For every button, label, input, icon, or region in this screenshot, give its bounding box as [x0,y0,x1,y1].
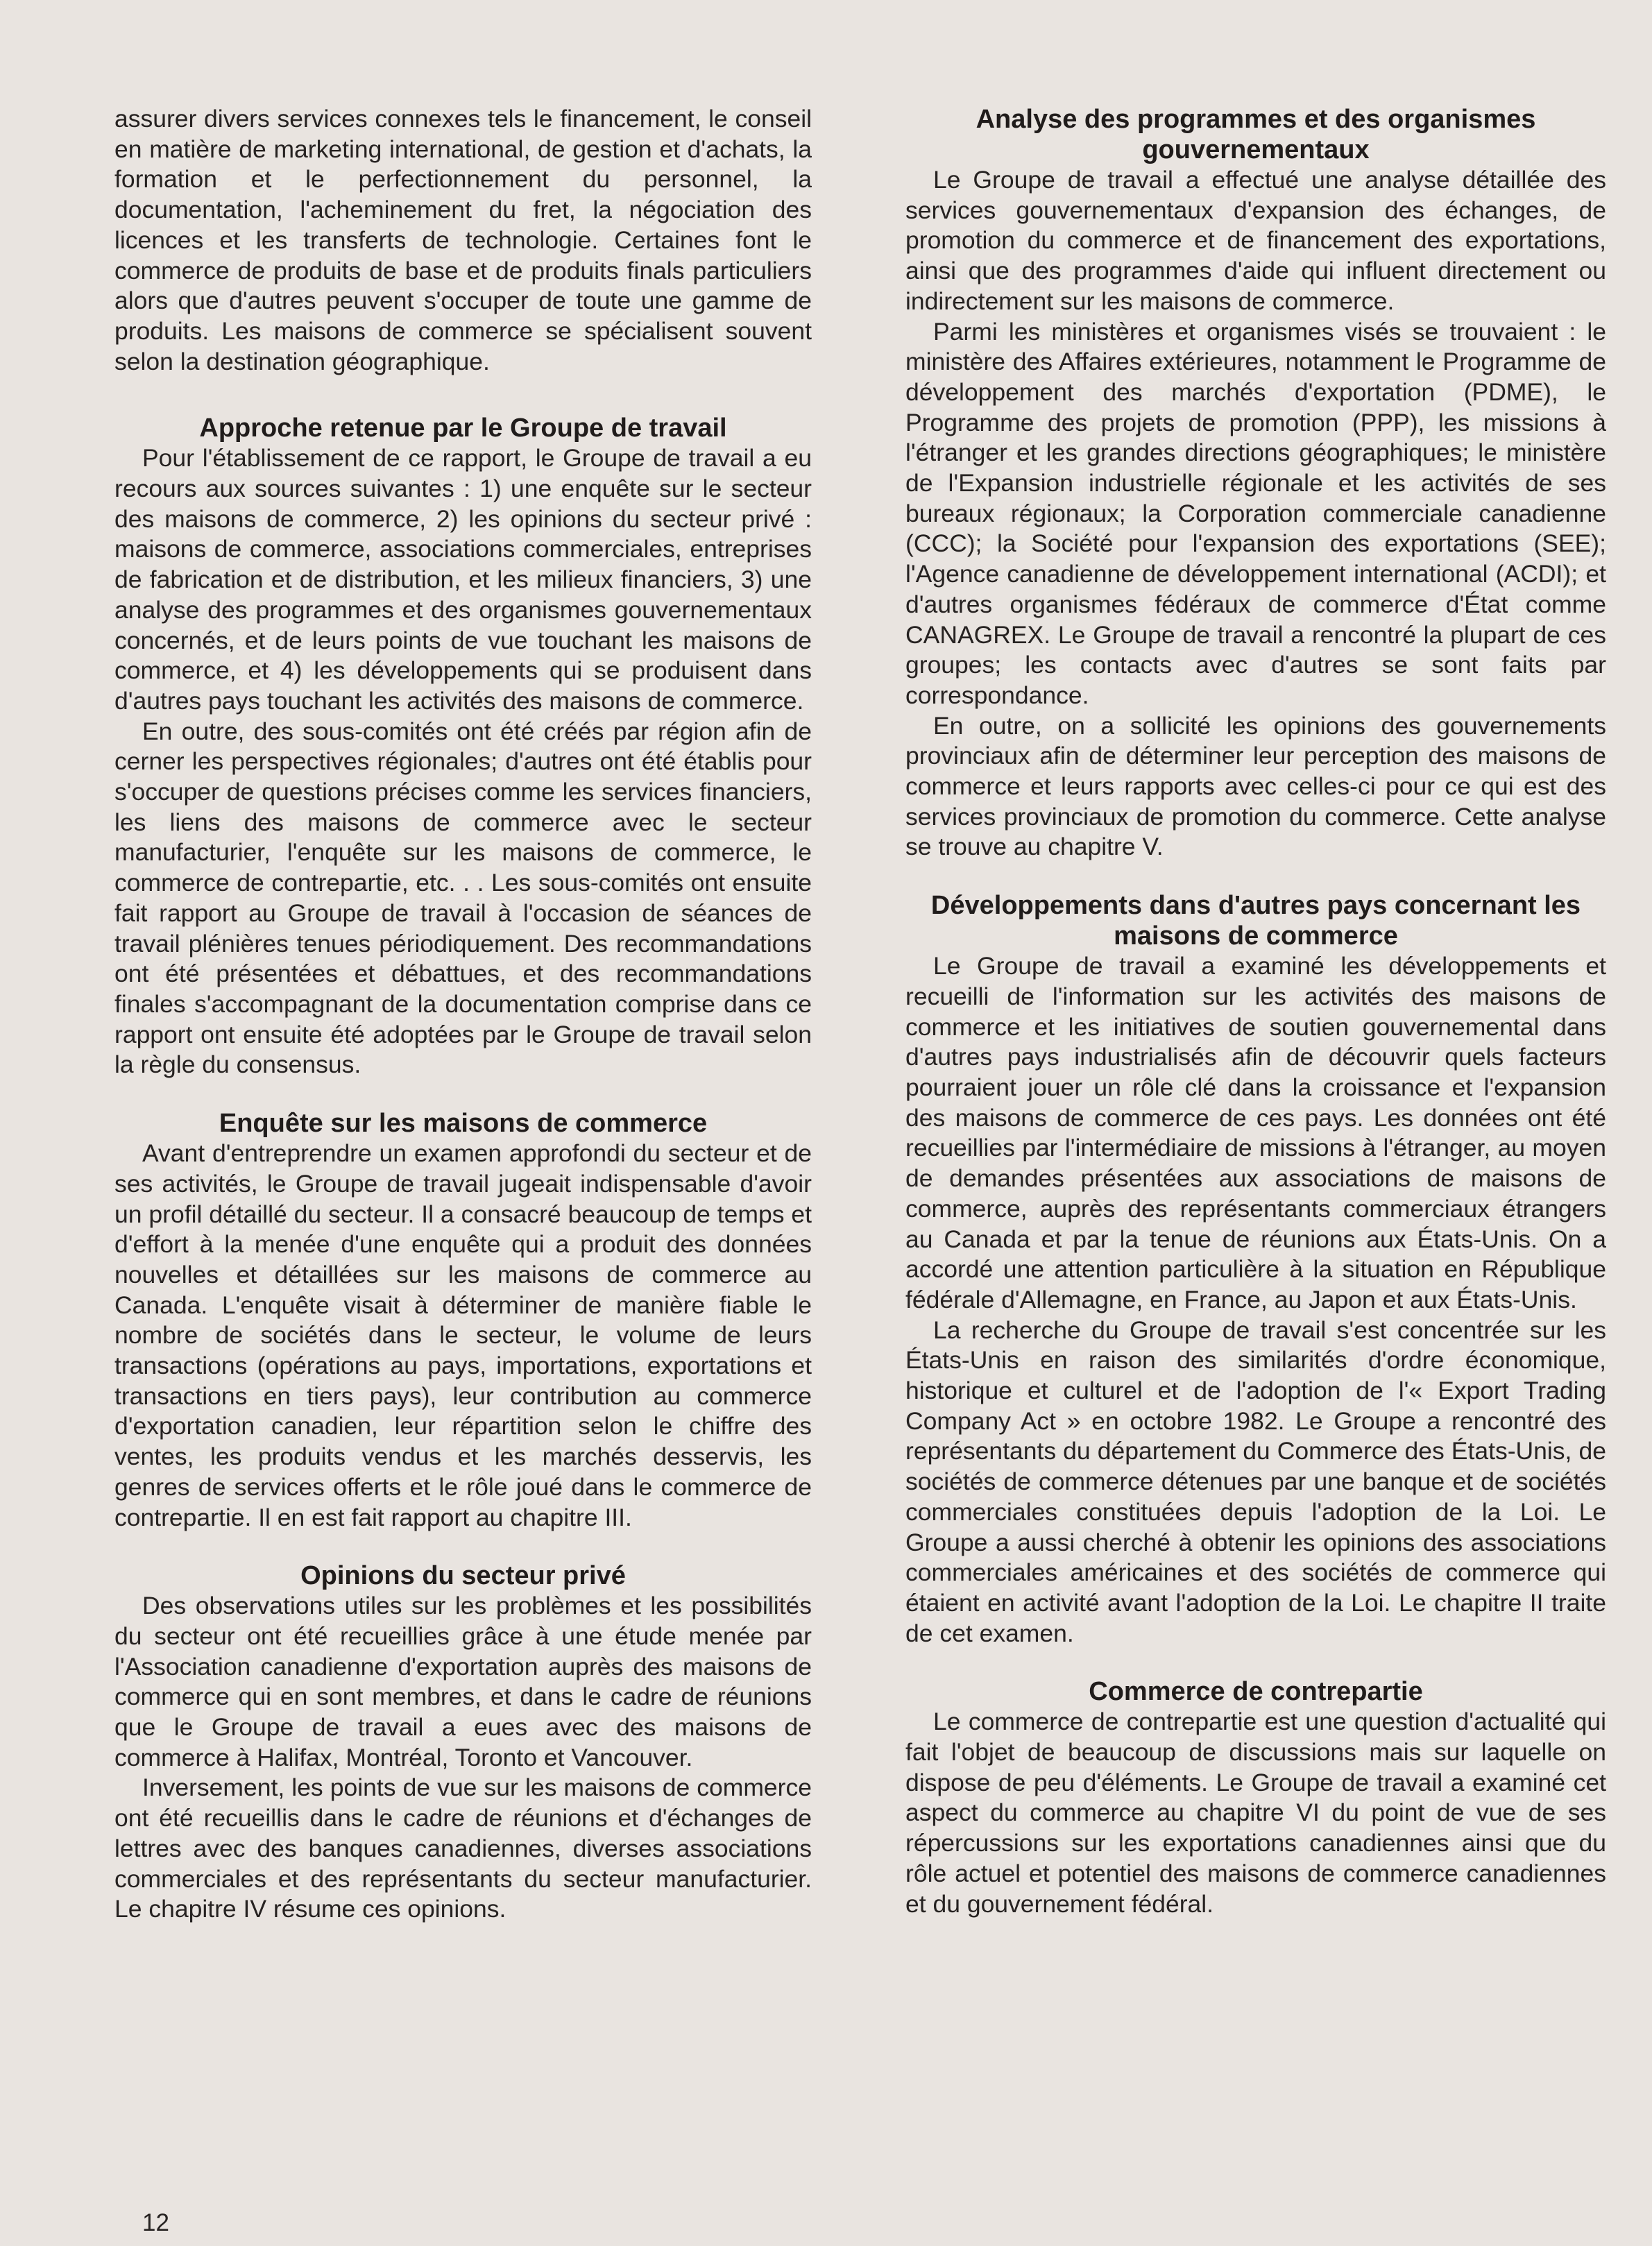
section-heading-enquete: Enquête sur les maisons de commerce [219,1109,708,1139]
approche-paragraph-2: En outre, des sous-comités ont été créés par région afin de cerner les perspectives régionales; d'autres ont été établis pour s'occuper de questions précises comme les services financiers, les liens des maisons de commerce avec le secteur manufacturier, l'enquête sur les maisons de commerce, le commerce de contrepartie, etc. . . Les sous-comités ont ensuite fait rapport au Groupe de travail à l'occasion de séances de travail plénières tenues périodiquement. Des recommandations ont été présentées et débattues, et des recommandations finales s'accompagnant de la documentation comprise dans ce rapport ont ensuite été adoptées par le Groupe de travail selon la règle du consensus. [114,717,812,1079]
opinions-paragraph-2: Inversement, les points de vue sur les maisons de commerce ont été recueillis dans le cadre de réunions et d'échanges de lettres avec des banques canadiennes, diverses associations commerciales et des représentants du secteur manufacturier. Le chapitre IV résume ces opinions. [114,1773,812,1923]
developpements-paragraph-1: Le Groupe de travail a examiné les développements et recueilli de l'information sur les activités des maisons de commerce et les initiatives de soutien gouvernemental dans d'autres pays industrialisés afin de découvrir quels facteurs pourraient jouer un rôle clé dans la croissance et l'expansion des maisons de commerce de ces pays. Les données ont été recueillies par l'intermédiaire de missions à l'étranger, au moyen de demandes présentées aux associations de maisons de commerce, auprès des représentants commerciaux étrangers au Canada et par la tenue de réunions aux États-Unis. On a accordé une attention particulière à la situation en République fédérale d'Allemagne, en France, au Japon et aux États-Unis. [905,952,1606,1313]
section-heading-developpements: Développements dans d'autres pays concernant les maisons de commerce [930,891,1581,951]
section-heading-analyse: Analyse des programmes et des organismes gouvernementaux [976,105,1536,164]
contrepartie-paragraph-1: Le commerce de contrepartie est une question d'actualité qui fait l'objet de beaucoup de discussions mais sur laquelle on dispose de peu d'éléments. Le Groupe de travail a examiné cet aspect du commerce au chapitre VI du point de vue de ses répercussions sur les exportations canadiennes ainsi que du rôle actuel et potentiel des maisons de commerce canadiennes et du gouvernement fédéral. [905,1708,1606,1918]
section-heading-approche: Approche retenue par le Groupe de travail [199,414,727,443]
enquete-paragraph-1: Avant d'entreprendre un examen approfondi du secteur et de ses activités, le Groupe de travail jugeait indispensable d'avoir un profil détaillé du secteur. Il a consacré beaucoup de temps et d'effort à la menée d'une enquête qui a produit des données nouvelles et détaillées sur les maisons de commerce au Canada. L'enquête visait à déterminer de manière fiable le nombre de sociétés dans le secteur, le volume de leurs transactions (opérations au pays, importations, exportations et transactions en tiers pays), leur contribution au commerce d'exportation canadien, leur répartition selon le chiffre des ventes, les produits vendus et les marchés desservis, les genres de services offerts et le rôle joué dans le commerce de contrepartie. Il en est fait rapport au chapitre III. [114,1139,812,1531]
left-column [114,104,812,1925]
right-column [905,104,1606,1919]
section-heading-contrepartie: Commerce de contrepartie [1089,1677,1423,1707]
intro-paragraph: assurer divers services connexes tels le financement, le conseil en matière de marketing international, de gestion et d'achats, la formation et le perfectionnement du personnel, la documentation, l'acheminement du fret, la négociation des licences et les transferts de technologie. Certaines font le commerce de produits de base et de produits finals particuliers alors que d'autres peuvent s'occuper de toute une gamme de produits. Les maisons de commerce se spécialisent souvent selon la destination géographique. [114,105,812,375]
analyse-paragraph-1: Le Groupe de travail a effectué une analyse détaillée des services gouvernementaux d'expansion des échanges, de promotion du commerce et de financement des exportations, ainsi que des programmes d'aide qui influent directement ou indirectement sur les maisons de commerce. [905,166,1606,315]
page-number: 12 [142,2209,169,2236]
opinions-paragraph-1: Des observations utiles sur les problèmes et les possibilités du secteur ont été recueillies grâce à une étude menée par l'Association canadienne d'exportation auprès des maisons de commerce qui en sont membres, et dans le cadre de réunions que le Groupe de travail a eues avec des maisons de commerce à Halifax, Montréal, Toronto et Vancouver. [114,1592,812,1771]
developpements-paragraph-2: La recherche du Groupe de travail s'est concentrée sur les États-Unis en raison des similarités d'ordre économique, historique et culturel et de l'adoption de l'« Export Trading Company Act » en octobre 1982. Le Groupe a rencontré des représentants du département du Commerce des États-Unis, de sociétés de commerce détenues par une banque et de sociétés commerciales constituées depuis l'adoption de la Loi. Le Groupe a aussi cherché à obtenir les opinions des associations commerciales américaines et des sociétés de commerce qui étaient en activité avant l'adoption de la Loi. Le chapitre II traite de cet examen. [905,1316,1606,1647]
analyse-paragraph-2: Parmi les ministères et organismes visés se trouvaient : le ministère des Affaires extérieures, notamment le Programme de développement des marchés d'exportation (PDME), le Programme des projets de promotion (PPP), les missions à l'étranger et les grandes directions géographiques; le ministère de l'Expansion industrielle régionale et les activités de ses bureaux régionaux; la Corporation commerciale canadienne (CCC); la Société pour l'expansion des exportations (SEE); l'Agence canadienne de développement international (ACDI); et d'autres organismes fédéraux de commerce d'État comme CANAGREX. Le Groupe de travail a rencontré la plupart de ces groupes; les contacts avec d'autres se sont faits par correspondance. [905,317,1606,709]
analyse-paragraph-3: En outre, on a sollicité les opinions des gouvernements provinciaux afin de déterminer leur perception des maisons de commerce et leurs rapports avec celles-ci pour ce qui est des services provinciaux de promotion du commerce. Cette analyse se trouve au chapitre V. [905,711,1606,861]
approche-paragraph-1: Pour l'établissement de ce rapport, le Groupe de travail a eu recours aux sources suivantes : 1) une enquête sur le secteur des maisons de commerce, 2) les opinions du secteur privé : maisons de commerce, associations commerciales, entreprises de fabrication et de distribution, et les milieux financiers, 3) une analyse des programmes et des organismes gouvernementaux concernés, et de leurs points de vue touchant les maisons de commerce, et 4) les développements qui se produisent dans d'autres pays touchant les activités des maisons de commerce. [114,444,812,715]
section-heading-opinions: Opinions du secteur privé [300,1561,626,1591]
